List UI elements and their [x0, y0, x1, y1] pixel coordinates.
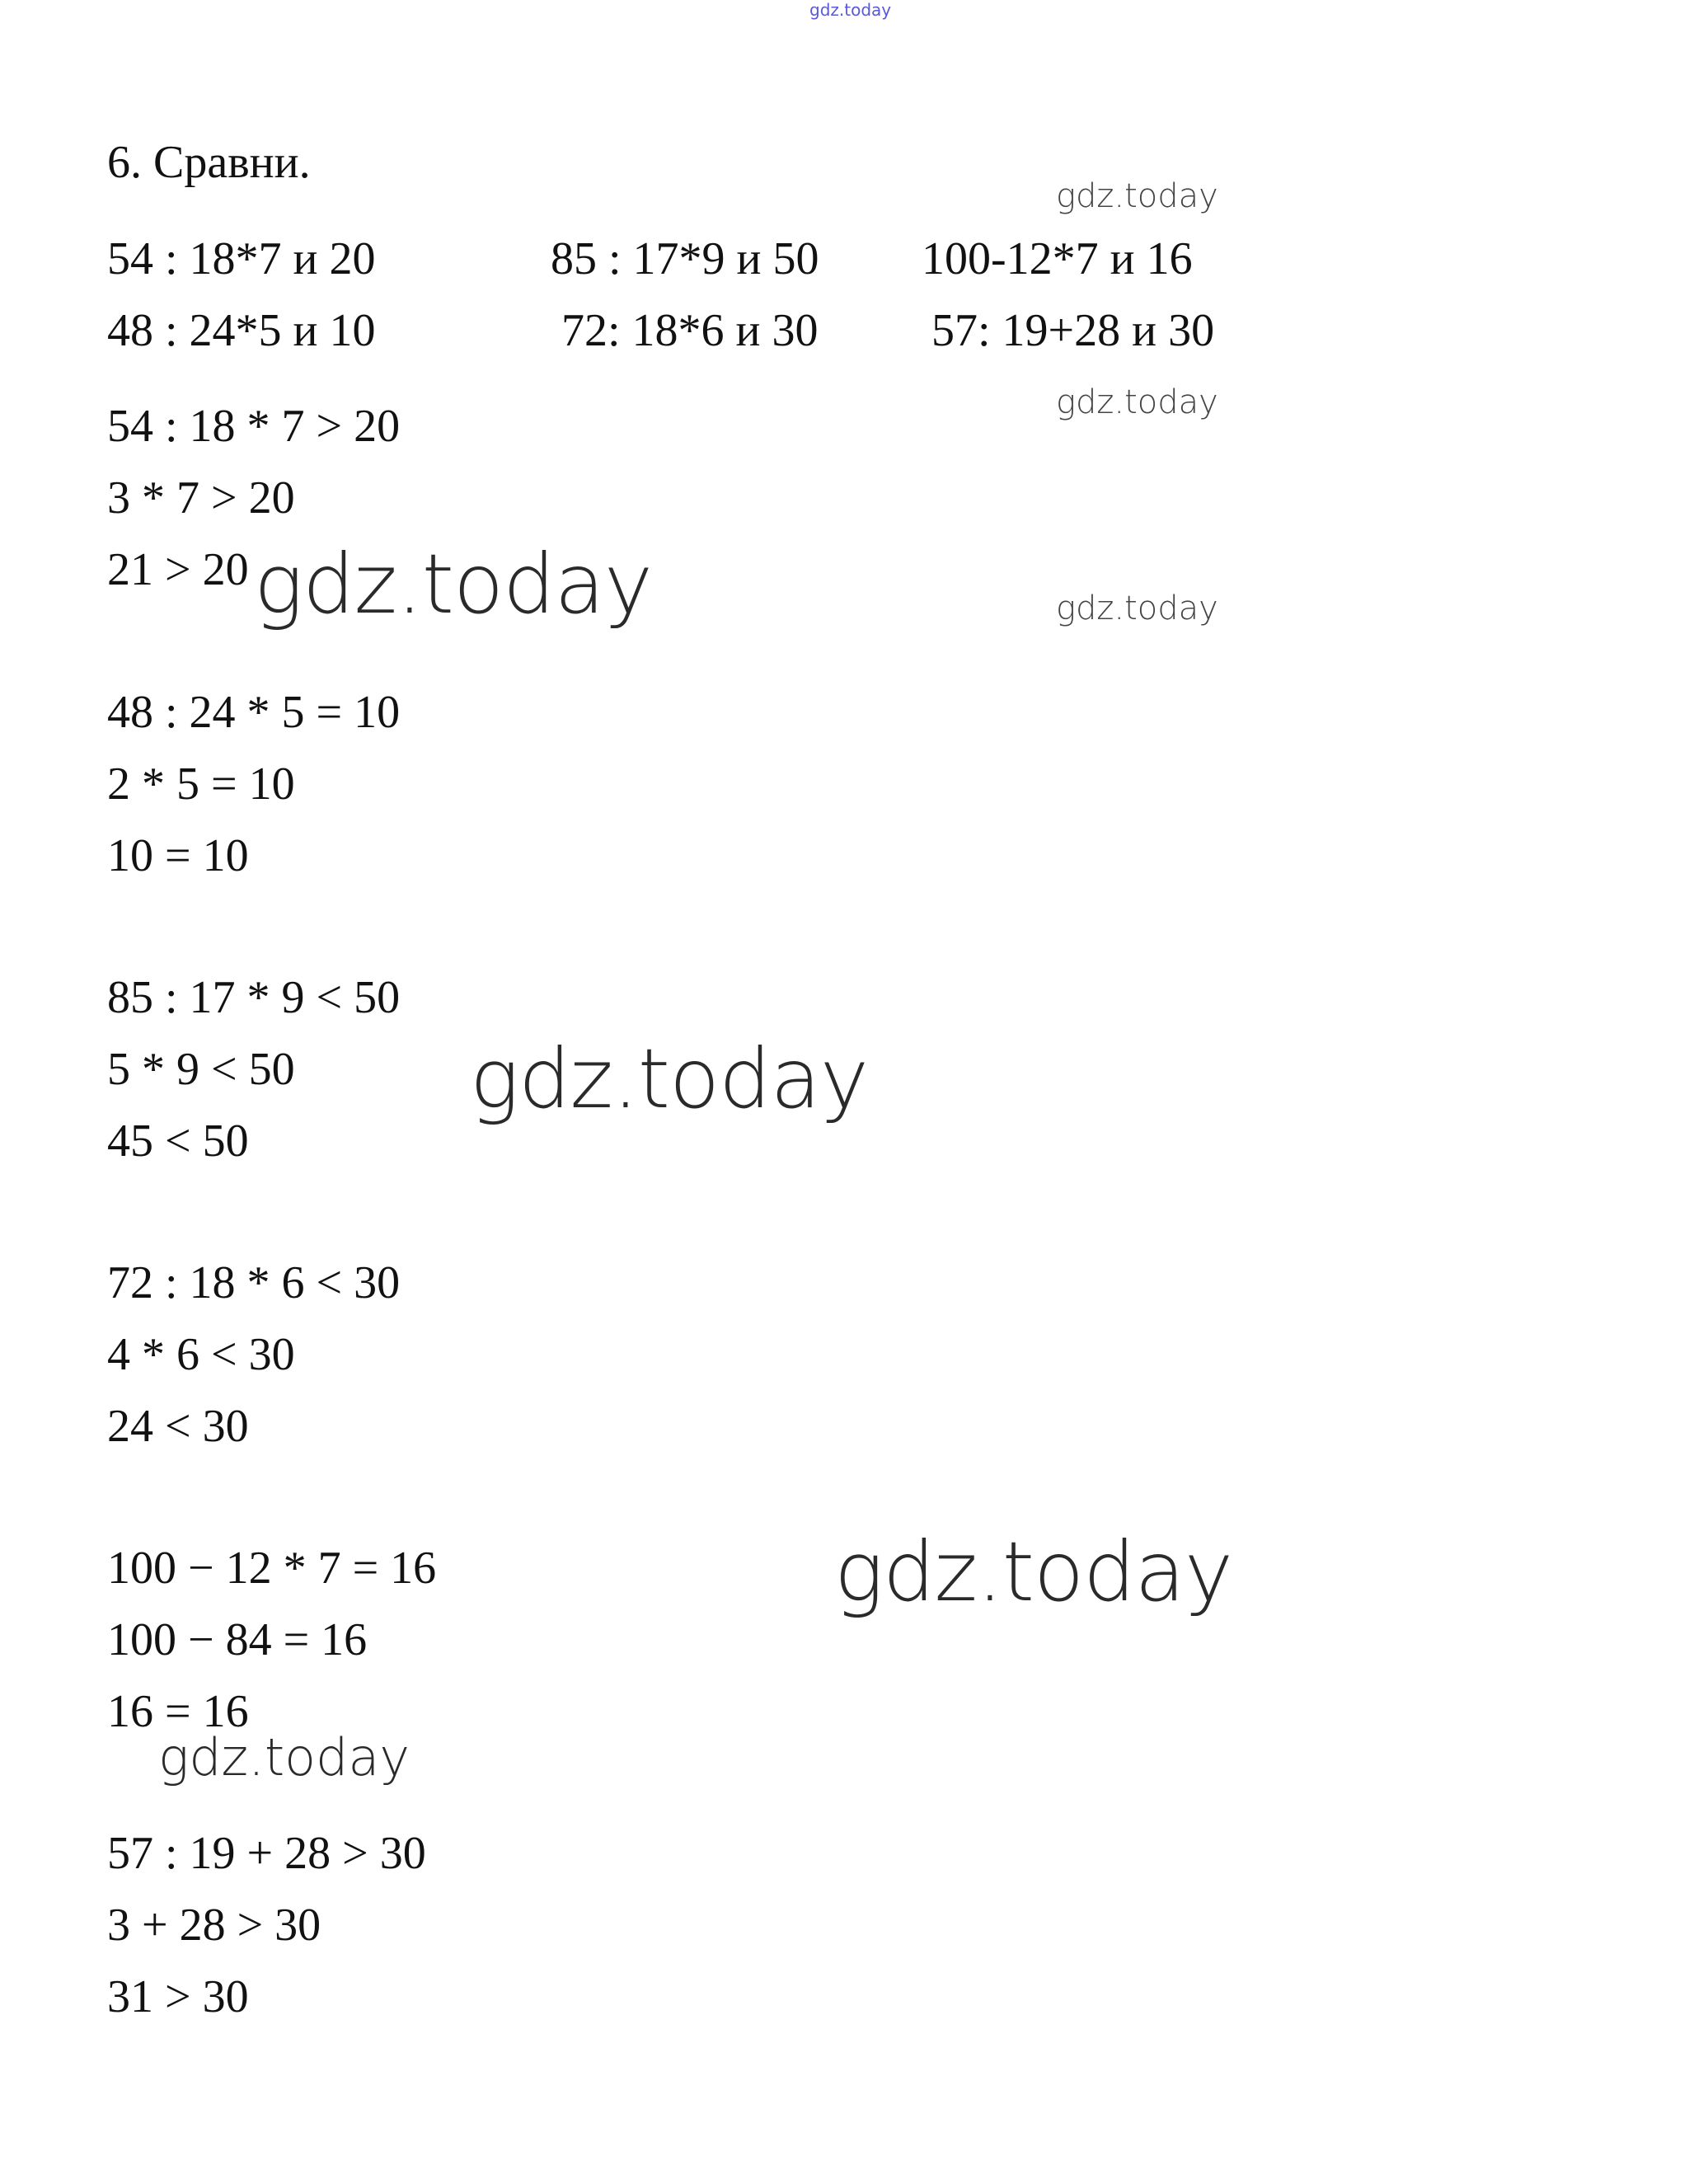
watermark: gdz.today — [1056, 177, 1218, 215]
solution-5-line-2: 100 − 84 = 16 — [107, 1614, 368, 1665]
solution-4-line-3: 24 < 30 — [107, 1401, 249, 1452]
solution-3-line-1: 85 : 17 * 9 < 50 — [107, 972, 401, 1023]
solution-4-line-1: 72 : 18 * 6 < 30 — [107, 1257, 401, 1308]
solution-5-line-1: 100 − 12 * 7 = 16 — [107, 1543, 437, 1594]
task-4: 48 : 24*5 и 10 — [107, 305, 376, 356]
task-2: 85 : 17*9 и 50 — [551, 233, 819, 284]
solution-1-line-3: 21 > 20 — [107, 544, 249, 595]
solution-2-line-2: 2 * 5 = 10 — [107, 759, 295, 810]
watermark: gdz.today — [158, 1727, 411, 1787]
solution-1-line-2: 3 * 7 > 20 — [107, 472, 295, 524]
solution-6-line-3: 31 > 30 — [107, 1971, 249, 2022]
task-6: 57: 19+28 и 30 — [931, 305, 1215, 356]
watermark: gdz.today — [834, 1524, 1233, 1620]
task-3: 100-12*7 и 16 — [922, 233, 1193, 284]
solution-2-line-3: 10 = 10 — [107, 830, 249, 881]
solution-6-line-2: 3 + 28 > 30 — [107, 1900, 321, 1951]
solution-4-line-2: 4 * 6 < 30 — [107, 1329, 295, 1380]
task-5: 72: 18*6 и 30 — [561, 305, 819, 356]
solution-2-line-1: 48 : 24 * 5 = 10 — [107, 687, 401, 738]
solution-3-line-3: 45 < 50 — [107, 1115, 249, 1167]
watermark: gdz.today — [1056, 589, 1218, 627]
solution-6-line-1: 57 : 19 + 28 > 30 — [107, 1828, 426, 1879]
solution-1-line-1: 54 : 18 * 7 > 20 — [107, 401, 401, 452]
watermark: gdz.today — [254, 536, 653, 632]
task-1: 54 : 18*7 и 20 — [107, 233, 376, 284]
solution-3-line-2: 5 * 9 < 50 — [107, 1044, 295, 1095]
solution-5-line-3: 16 = 16 — [107, 1686, 249, 1737]
header-watermark: gdz.today — [809, 0, 892, 20]
watermark: gdz.today — [1056, 383, 1218, 421]
exercise-title: 6. Сравни. — [107, 137, 311, 188]
watermark: gdz.today — [470, 1031, 869, 1127]
